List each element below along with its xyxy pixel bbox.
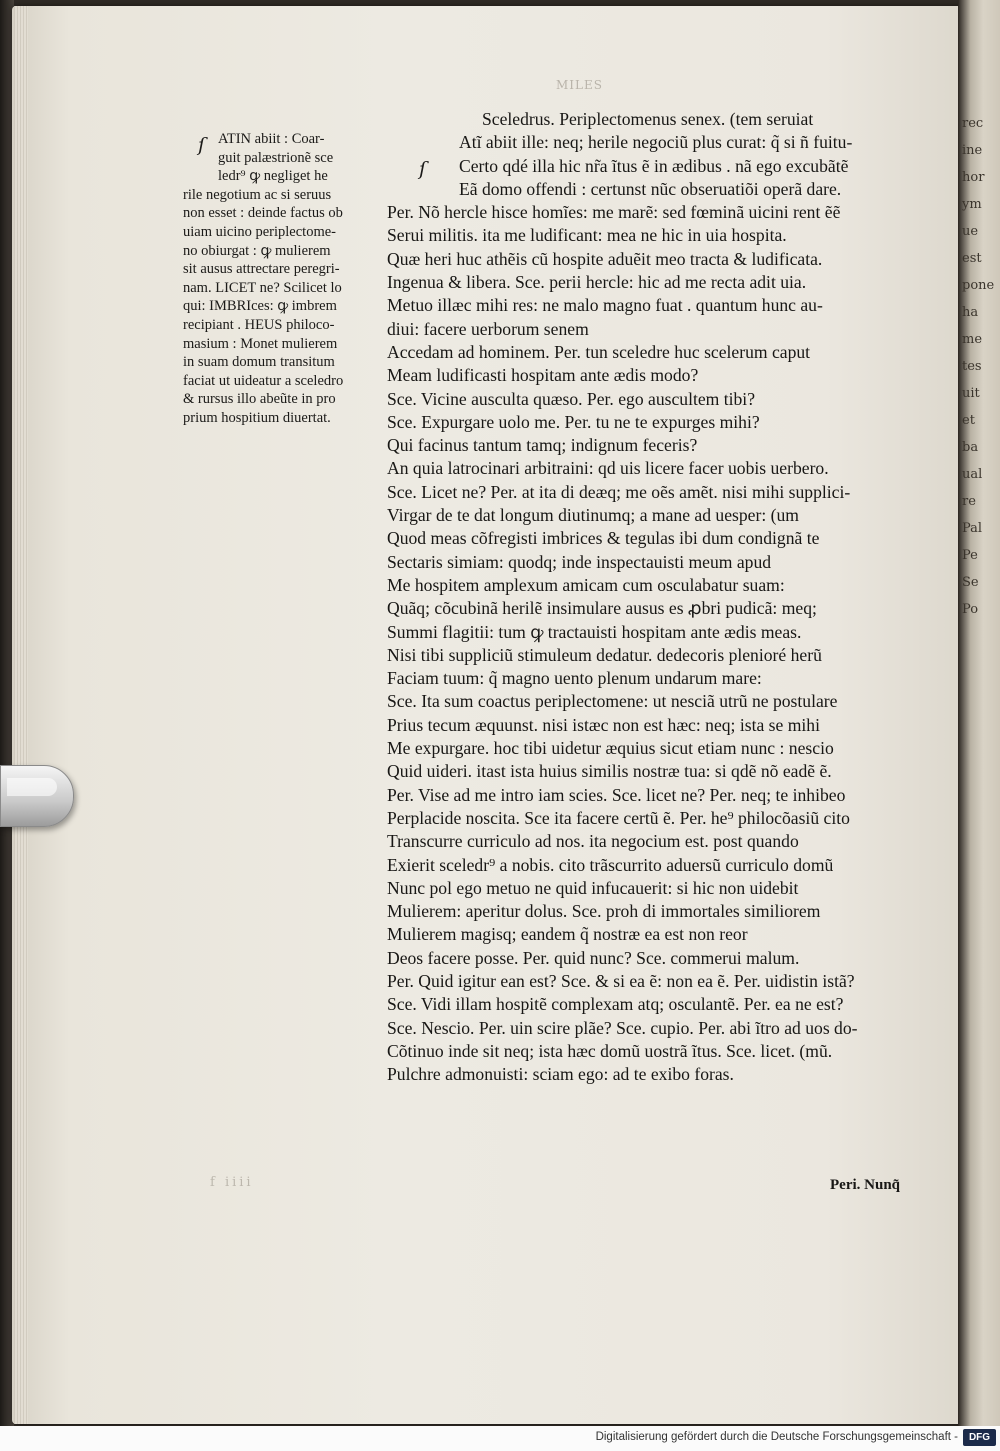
verse-line: Prius tecum æquunst. nisi istæc non est hæc: neq; ista se mihi <box>387 714 820 735</box>
verse-line: Sce. Nescio. Per. uin scire plãe? Sce. cupio. Per. abi ĩtro ad uos do- <box>387 1017 858 1038</box>
verse-line: Me expurgare. hoc tibi uidetur æquius sicut etiam nunc : nescio <box>387 738 834 759</box>
facing-page-fragment: Se <box>962 575 979 590</box>
margin-note-line: recipiant . HEUS philoco- <box>183 316 335 333</box>
dfg-logo: DFG <box>963 1429 996 1446</box>
verse-line: Quãq; cõcubinã herilẽ insimulare ausus es ꝓbri pudicã: meq; <box>387 598 817 619</box>
facing-page-fragment: Pal <box>962 521 983 536</box>
verse-line: Pulchre admonuisti: sciam ego: ad te exibo foras. <box>387 1064 734 1085</box>
verse-line: Quid uideri. itast ista huius similis nostræ tua: si qdẽ nõ eadẽ ẽ. <box>387 761 832 782</box>
verse-line: Me hospitem amplexum amicam cum osculabatur suam: <box>387 574 785 595</box>
margin-note-line: ledr⁹ ꝙ negliget he <box>218 168 328 185</box>
verse-line: Sce. Licet ne? Per. at ita di deæq; me oẽs amẽt. nisi mihi supplici- <box>387 481 851 502</box>
margin-note-line: masium : Monet mulierem <box>183 335 338 352</box>
verse-line: Per. Nõ hercle hisce homĩes: me marẽ: sed fœminã uicini rent ẽẽ <box>387 202 841 223</box>
verse-line: Metuo illæc mihi res: ne malo magno fuat . quantum hunc au- <box>387 295 823 316</box>
signature-mark: f iiii <box>210 1175 254 1190</box>
verse-line: Perplacide noscita. Sce ita facere certũ ẽ. Per. he⁹ philocõasiũ cito <box>387 807 850 828</box>
verse-line: Faciam tuum: q̃ magno uento plenum undarum mare: <box>387 668 762 689</box>
footer-credit: Digitalisierung gefördert durch die Deutsche Forschungsgemeinschaft - <box>595 1431 958 1443</box>
verse-line: Sectaris simiam: quodq; inde inspectauisti meum apud <box>387 551 772 572</box>
facing-page-fragment: est <box>962 251 982 266</box>
verse-line: Exierit sceledr⁹ a nobis. cito trãscurrito aduersũ curriculo domũ <box>387 854 834 875</box>
verse-line: diui: facere uerborum senem <box>387 318 589 339</box>
facing-page-fragment: et <box>962 413 975 428</box>
facing-page-fragment: re <box>962 494 976 509</box>
verse-line: Sce. Ita sum coactus periplectomene: ut nesciã utrũ ne postulare <box>387 691 838 712</box>
margin-note-line: guit palæstrionẽ sce <box>218 149 334 166</box>
verse-line: Sce. Vicine ausculta quæso. Per. ego auscultem tibi? <box>387 388 756 409</box>
margin-note-line: no obiurgat : ꝙ mulierem <box>183 242 331 259</box>
catchword: Peri. Nunq̃ <box>830 1177 901 1193</box>
margin-note-line: nam. LICET ne? Scilicet lo <box>183 279 342 296</box>
margin-note-line: in suam domum transitum <box>183 354 335 371</box>
margin-note-line: non esset : deinde factus ob <box>183 205 343 222</box>
verse-line: Deos facere posse. Per. quid nunc? Sce. commerui malum. <box>387 947 800 968</box>
facing-page-fragment: rec <box>962 116 984 131</box>
scribe-mark: ſ <box>198 134 206 156</box>
facing-page-fragment: Po <box>962 602 979 617</box>
facing-page-fragment: ine <box>962 143 983 158</box>
verse-line: Summi flagitii: tum ꝙ tractauisti hospitam ante ædis meas. <box>387 621 802 642</box>
verse-line: Mulierem magisq; eandem q̃ nostræ ea est non reor <box>387 924 748 945</box>
facing-page-fragment: ba <box>962 440 979 455</box>
facing-page-text <box>962 110 1000 623</box>
margin-note-line: faciat ut uideatur a sceledro <box>183 372 344 389</box>
facing-page-fragment: ym <box>962 197 982 212</box>
margin-note-line: ATIN abiit : Coar- <box>218 131 325 147</box>
verse-line: An quia latrocinari arbitraini: qd uis licere facer uobis uerbero. <box>387 458 829 479</box>
marginal-commentary <box>183 130 375 428</box>
scribe-mark: ſ <box>419 158 427 180</box>
margin-note-line: & rursus illo abeũte in pro <box>183 391 336 408</box>
verse-line: Ingenua & libera. Sce. perii hercle: hic ad me recta adit uia. <box>387 272 807 293</box>
margin-note-line: rile negotium ac si seruus <box>183 186 332 203</box>
verse-line: Sce. Vidi illam hospitẽ complexam atq; osculantẽ. Per. ea ne est? <box>387 994 844 1015</box>
verse-line: Quod meas cõfregisti imbrices & tegulas ibi dum condignã te <box>387 528 820 549</box>
running-head: MILES <box>556 78 603 92</box>
verse-line: Per. Quid igitur ean est? Sce. & si ea ẽ: non ea ẽ. Per. uidistin istã? <box>387 970 855 991</box>
margin-note-line: qui: IMBRIces: ꝙ imbrem <box>183 298 337 315</box>
page-stack-edge <box>14 6 28 1424</box>
verse-line: Meam ludificasti hospitam ante ædis modo? <box>387 365 699 386</box>
margin-note-line: uiam uicino periplectome- <box>183 223 337 240</box>
facing-page-fragment: Pe <box>962 548 978 563</box>
verse-line: Cõtinuo inde sit neq; ista hæc domũ uostrã ĩtus. Sce. licet. (mũ. <box>387 1040 833 1061</box>
verse-line: Nunc pol ego metuo ne quid infucauerit: si hic non uidebit <box>387 877 799 898</box>
facing-page-fragment: hor <box>962 170 985 185</box>
verse-line: Transcurre curriculo ad nos. ita negocium est. post quando <box>387 831 799 852</box>
verse-line: Per. Vise ad me intro iam scies. Sce. licet ne? Per. neq; te inhibeo <box>387 784 846 805</box>
verse-line: Serui militis. ita me ludificant: mea ne hic in uia hospita. <box>387 225 787 246</box>
page-clip <box>0 765 74 827</box>
facing-page-fragment: ha <box>962 305 979 320</box>
verse-line: Eã domo offendi : certunst nũc obseruatiõi operã dare. <box>459 178 842 199</box>
facing-page-fragment: ue <box>962 224 979 239</box>
scene-heading: Sceledrus. Periplectomenus senex. (tem seruiat <box>482 109 814 129</box>
verse-line: Quæ heri huc athẽis cũ hospite aduẽit meo tracta & ludificata. <box>387 248 823 269</box>
facing-page-fragment: ual <box>962 467 983 482</box>
verse-line: Atĩ abiit ille: neq; herile negociũ plus curat: q̃ si ñ fuitu- <box>459 132 853 153</box>
verse-line: Virgar de te dat longum diutinumq; a mane ad uesper: (um <box>387 505 799 526</box>
facing-page-fragment: me <box>962 332 983 347</box>
verse-line: Accedam ad hominem. Per. tun sceledre huc scelerum caput <box>387 341 811 362</box>
main-text-block <box>387 108 927 1086</box>
verse-line: Mulierem: aperitur dolus. Sce. proh di immortales similiorem <box>387 901 821 922</box>
facing-page-fragment: pone <box>962 278 995 293</box>
margin-note-line: prium hospitium diuertat. <box>183 409 331 426</box>
verse-line: Certo qdé illa hic nr̃a ĩtus ẽ in ædibus . nã ego excubãtẽ <box>459 155 849 176</box>
margin-note-line: sit ausus attrectare peregri- <box>183 261 340 278</box>
verse-line: Nisi tibi suppliciũ stimuleum dedatur. dedecoris plenioré herũ <box>387 644 822 665</box>
facing-page-fragment: tes <box>962 359 982 374</box>
facing-page-fragment: uit <box>962 386 980 401</box>
verse-line: Sce. Expurgare uolo me. Per. tu ne te expurges mihi? <box>387 411 760 432</box>
verse-line: Qui facinus tantum tamq; indignum feceris? <box>387 435 698 456</box>
